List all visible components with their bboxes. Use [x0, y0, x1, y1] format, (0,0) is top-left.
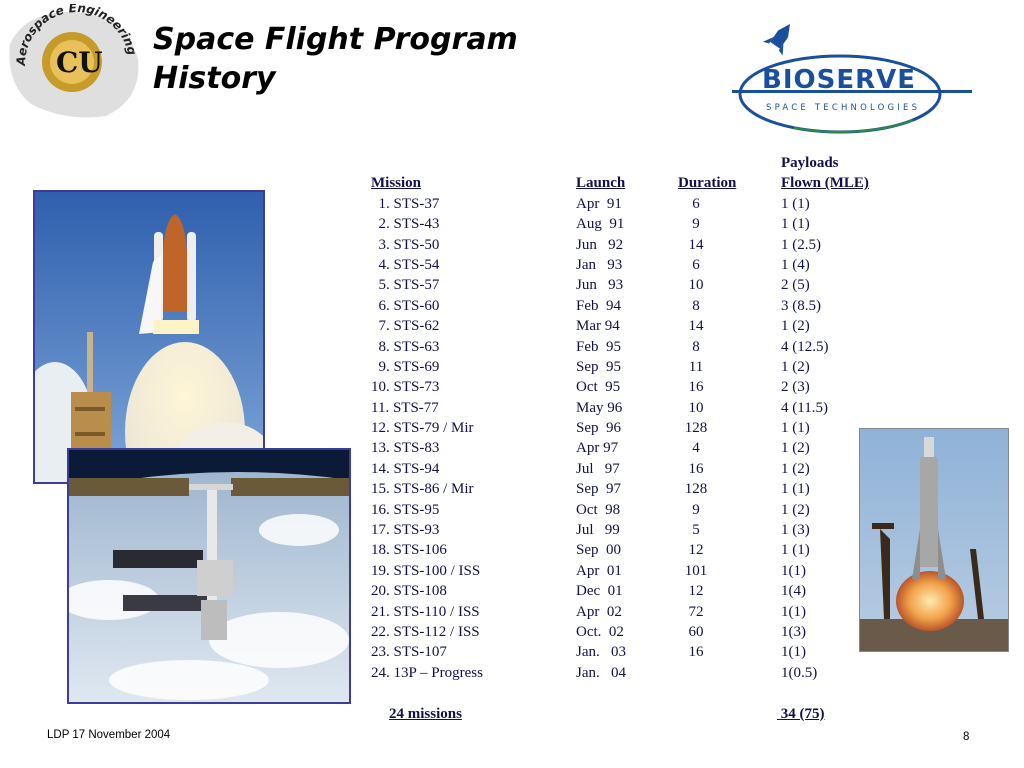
title-line-2: History — [153, 61, 276, 96]
space-station-photo — [67, 448, 351, 704]
duration-cell: 72 — [688, 603, 704, 620]
mission-cell: 18. STS-106 — [371, 542, 447, 559]
launch-cell: Jan. 04 — [576, 664, 626, 681]
launch-cell: Oct 95 — [576, 379, 621, 396]
launch-cell: Dec 01 — [576, 583, 623, 600]
header-mission: Mission — [371, 175, 422, 192]
mission-cell: 16. STS-95 — [371, 501, 440, 518]
payloads-cell: 3 (8.5) — [781, 297, 821, 314]
duration-cell: 60 — [688, 623, 704, 640]
launch-cell: Oct. 02 — [576, 623, 624, 640]
payloads-cell: 1(4) — [781, 583, 806, 600]
payloads-cell: 1 (2) — [781, 440, 810, 457]
table-row — [371, 337, 829, 357]
duration-cell: 10 — [688, 399, 704, 416]
payloads-cell: 1 (2.5) — [781, 236, 821, 253]
duration-cell: 11 — [688, 358, 704, 375]
duration-cell: 5 — [692, 522, 700, 539]
table-row — [371, 418, 810, 438]
bioserve-name: BIOSERVE — [762, 65, 916, 95]
mission-cell: 6. STS-60 — [371, 297, 440, 314]
header-payloads-line1: Payloads — [781, 155, 839, 171]
total-payloads: 34 (75) — [777, 706, 825, 722]
payloads-cell: 1 (1) — [781, 195, 810, 212]
mission-cell: 1. STS-37 — [371, 195, 440, 212]
mission-cell: 22. STS-112 / ISS — [371, 623, 480, 640]
slide-title — [153, 20, 518, 98]
payloads-cell: 1 (2) — [781, 358, 810, 375]
launch-cell: Apr 02 — [576, 603, 622, 620]
table-row — [371, 581, 806, 601]
payloads-cell: 1 (2) — [781, 318, 810, 335]
mission-cell: 13. STS-83 — [371, 440, 440, 457]
duration-cell: 8 — [692, 297, 700, 314]
table-body — [371, 194, 829, 683]
payloads-cell: 1(1) — [781, 644, 806, 661]
mission-cell: 24. 13P – Progress — [371, 664, 483, 681]
duration-cell: 16 — [688, 460, 704, 477]
header-launch: Launch — [576, 175, 626, 192]
table-row — [371, 398, 828, 418]
payloads-cell: 1 (2) — [781, 501, 810, 518]
launch-cell: Jul 97 — [576, 460, 620, 477]
payloads-cell: 1(1) — [781, 562, 806, 579]
table-row — [371, 255, 810, 275]
header-duration: Duration — [678, 175, 737, 192]
bioserve-logo — [728, 20, 978, 138]
launch-cell: Feb 95 — [576, 338, 621, 355]
duration-cell: 128 — [684, 420, 708, 437]
table-row — [371, 316, 810, 336]
mission-cell: 17. STS-93 — [371, 522, 440, 539]
table-row — [371, 357, 810, 377]
rocket-icon — [763, 20, 800, 55]
payloads-cell: 4 (11.5) — [781, 399, 828, 416]
payloads-cell: 1 (1) — [781, 481, 810, 498]
table-row — [371, 459, 810, 479]
total-missions: 24 missions — [389, 706, 462, 722]
payloads-cell: 2 (3) — [781, 379, 810, 396]
launch-cell: Mar 94 — [576, 318, 620, 335]
launch-cell: Apr 97 — [576, 440, 619, 457]
table-row — [371, 540, 810, 560]
payloads-cell: 1 (3) — [781, 522, 810, 539]
table-row — [371, 235, 821, 255]
launch-cell: May 96 — [576, 399, 623, 416]
duration-cell: 4 — [692, 440, 700, 457]
table-row — [371, 194, 810, 214]
launch-cell: Jun 93 — [576, 277, 624, 294]
mission-cell: 7. STS-62 — [371, 318, 440, 335]
duration-cell: 101 — [684, 562, 708, 579]
payloads-cell: 1(1) — [781, 603, 806, 620]
mission-cell: 2. STS-43 — [371, 216, 440, 233]
table-row — [371, 622, 806, 642]
duration-cell: 9 — [692, 216, 700, 233]
table-header-top — [371, 153, 839, 173]
payloads-cell: 1(3) — [781, 623, 806, 640]
soyuz-launch-photo — [859, 428, 1009, 652]
mission-cell: 9. STS-69 — [371, 358, 440, 375]
table-row — [371, 296, 821, 316]
payloads-cell: 1 (4) — [781, 256, 810, 273]
launch-cell: Sep 00 — [576, 542, 621, 559]
table-row — [371, 479, 810, 499]
table-header-row — [371, 173, 869, 193]
launch-cell: Oct 98 — [576, 501, 621, 518]
launch-cell: Aug 91 — [576, 216, 625, 233]
duration-cell: 128 — [684, 481, 708, 498]
mission-cell: 10. STS-73 — [371, 379, 440, 396]
mission-cell: 8. STS-63 — [371, 338, 440, 355]
mission-cell: 4. STS-54 — [371, 256, 440, 273]
mission-cell: 21. STS-110 / ISS — [371, 603, 480, 620]
cu-aerospace-logo — [6, 4, 144, 122]
duration-cell: 12 — [688, 583, 704, 600]
launch-cell: Sep 96 — [576, 420, 621, 437]
table-row — [371, 500, 810, 520]
table-row — [371, 642, 806, 662]
table-row — [371, 275, 810, 295]
page-number: 8 — [963, 731, 970, 743]
cu-monogram: CU — [56, 46, 103, 79]
mission-cell: 5. STS-57 — [371, 277, 440, 294]
duration-cell: 6 — [692, 195, 700, 212]
table-row — [371, 561, 806, 581]
mission-cell: 23. STS-107 — [371, 644, 447, 661]
duration-cell: 6 — [692, 256, 700, 273]
payloads-cell: 4 (12.5) — [781, 338, 829, 355]
header-payloads-line2: Flown (MLE) — [781, 175, 869, 192]
payloads-cell: 1 (1) — [781, 420, 810, 437]
table-row — [371, 520, 810, 540]
launch-cell: Feb 94 — [576, 297, 621, 314]
duration-cell: 14 — [688, 236, 704, 253]
table-row — [371, 663, 818, 683]
launch-cell: Apr 01 — [576, 562, 622, 579]
payloads-cell: 1 (1) — [781, 216, 810, 233]
table-row — [371, 602, 806, 622]
footer-date: LDP 17 November 2004 — [47, 729, 171, 741]
launch-cell: Jan 93 — [576, 256, 623, 273]
duration-cell: 8 — [692, 338, 700, 355]
launch-cell: Jun 92 — [576, 236, 624, 253]
cu-ring-text: Aerospace Engineering — [13, 4, 140, 66]
mission-cell: 15. STS-86 / Mir — [371, 481, 474, 498]
launch-cell: Apr 91 — [576, 195, 622, 212]
shuttle-launch-photo — [33, 190, 265, 484]
duration-cell: 16 — [688, 644, 704, 661]
mission-cell: 19. STS-100 / ISS — [371, 562, 481, 579]
launch-cell: Sep 95 — [576, 358, 621, 375]
mission-cell: 20. STS-108 — [371, 583, 447, 600]
table-row — [371, 377, 810, 397]
duration-cell: 9 — [692, 501, 700, 518]
mission-cell: 11. STS-77 — [371, 399, 439, 416]
payloads-cell: 1 (1) — [781, 542, 810, 559]
payloads-cell: 1 (2) — [781, 460, 810, 477]
mission-table — [371, 153, 869, 683]
duration-cell: 16 — [688, 379, 704, 396]
duration-cell: 10 — [688, 277, 704, 294]
launch-cell: Jan. 03 — [576, 644, 626, 661]
payloads-cell: 2 (5) — [781, 277, 810, 294]
table-row — [371, 438, 810, 458]
launch-cell: Sep 97 — [576, 481, 621, 498]
title-line-1: Space Flight Program — [153, 22, 518, 57]
launch-cell: Jul 99 — [576, 522, 620, 539]
bioserve-tagline: SPACE TECHNOLOGIES — [766, 103, 921, 113]
mission-cell: 3. STS-50 — [371, 236, 440, 253]
payloads-cell: 1(0.5) — [781, 664, 818, 681]
duration-cell: 12 — [688, 542, 704, 559]
mission-cell: 14. STS-94 — [371, 460, 440, 477]
table-row — [371, 214, 810, 234]
mission-cell: 12. STS-79 / Mir — [371, 420, 474, 437]
duration-cell: 14 — [688, 318, 704, 335]
